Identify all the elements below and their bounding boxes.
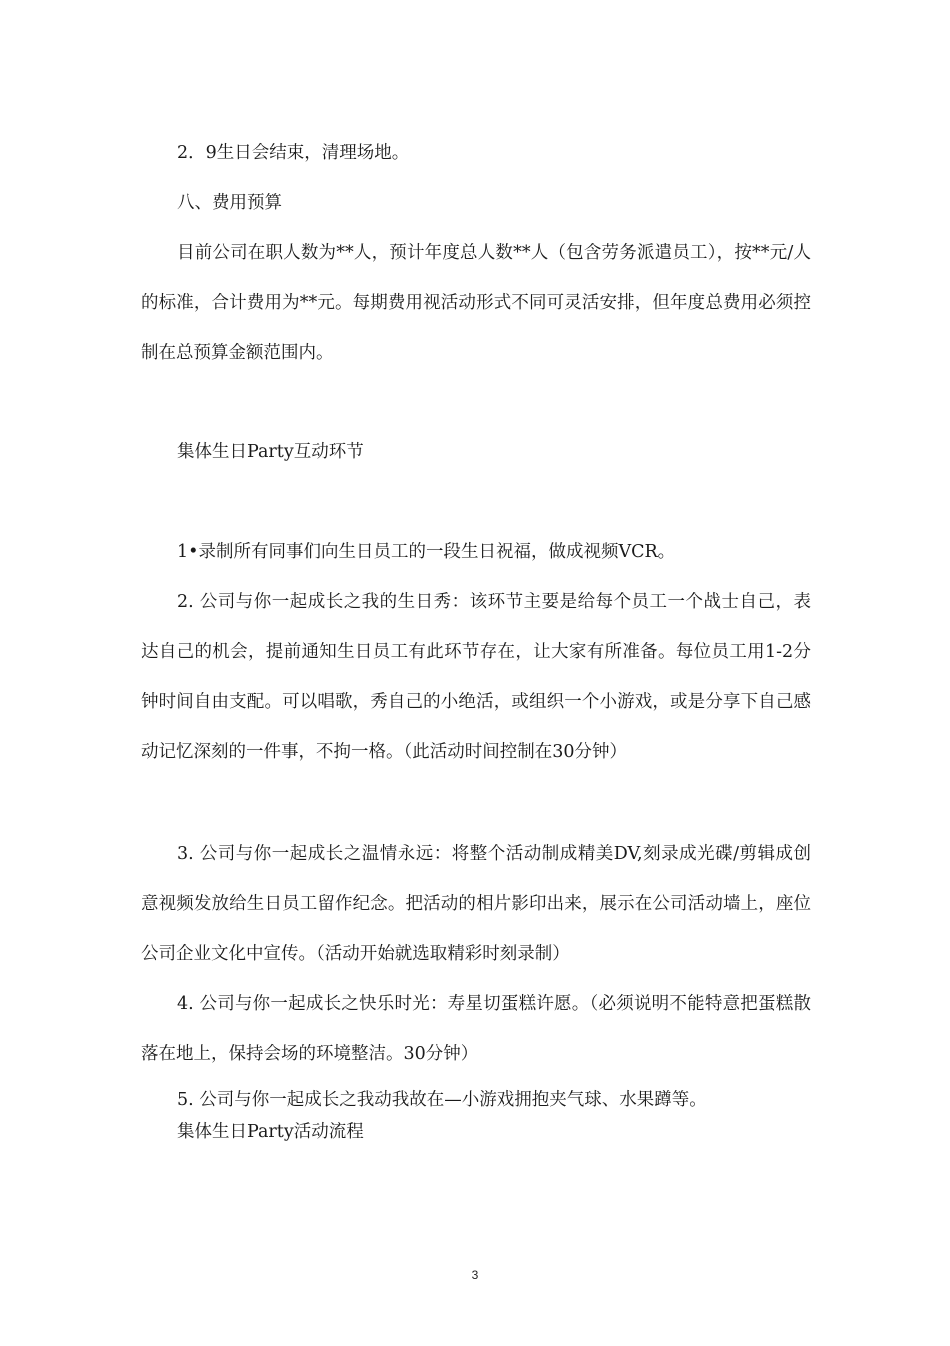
paragraph-item-1: 1•录制所有同事们向生日员工的一段生日祝福，做成视频VCR。: [177, 542, 676, 562]
paragraph-cleanup: 2．9生日会结束，清理场地。: [177, 143, 410, 163]
paragraph-budget: 目前公司在职人数为**人，预计年度总人数**人（包含劳务派遣员工），按**元/人的标准，合计费用为**元。每期费用视活动形式不同可灵活安排，但年度总费用必须控制在总预算金额范围内。: [141, 243, 811, 363]
page-number: 3: [471, 1268, 479, 1282]
paragraph-item-3: 3. 公司与你一起成长之温情永远：将整个活动制成精美DV,刻录成光碟/剪辑成创意视频发放给生日员工留作纪念。把活动的相片影印出来，展示在公司活动墙上，座位公司企业文化中宣传。（活动开始就选取精彩时刻录制）: [141, 844, 811, 964]
paragraph-item-2: 2. 公司与你一起成长之我的生日秀：该环节主要是给每个员工一个战士自己，表达自己的机会，提前通知生日员工有此环节存在，让大家有所准备。每位员工用1-2分钟时间自由支配。可以唱歌，秀自己的小绝活，或组织一个小游戏，或是分享下自己感动记忆深刻的一件事，不拘一格。（此活动时间控制在30分钟）: [141, 592, 811, 762]
heading-activity-flow: 集体生日Party活动流程: [177, 1122, 364, 1142]
paragraph-item-5: 5. 公司与你一起成长之我动我故在—小游戏拥抱夹气球、水果蹲等。: [177, 1090, 707, 1110]
heading-interactive-session: 集体生日Party互动环节: [177, 442, 364, 462]
paragraph-item-4: 4. 公司与你一起成长之快乐时光：寿星切蛋糕许愿。（必须说明不能特意把蛋糕散落在地上，保持会场的环境整洁。30分钟）: [141, 994, 811, 1064]
section-heading-budget: 八、费用预算: [177, 193, 282, 213]
